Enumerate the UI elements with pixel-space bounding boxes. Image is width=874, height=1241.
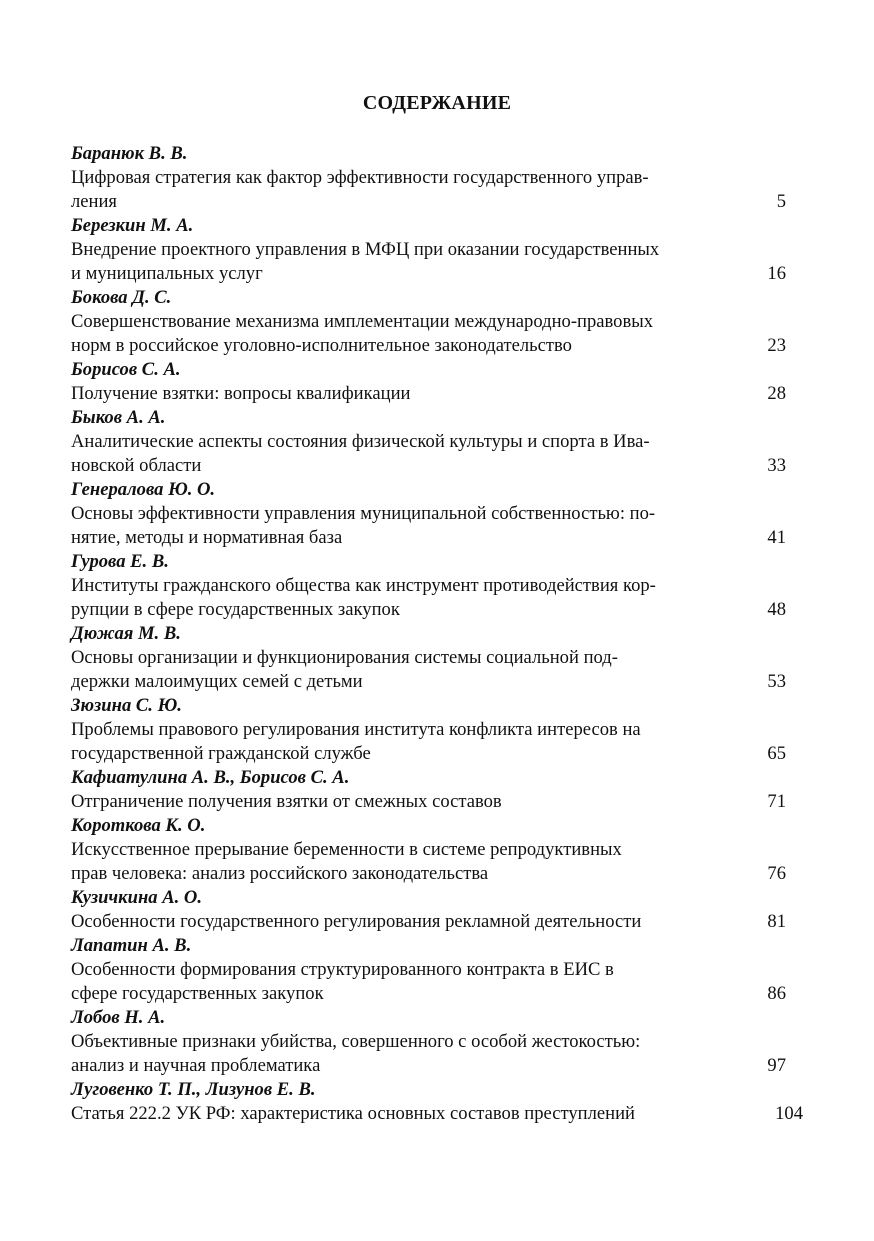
- toc-entry: [71, 358, 801, 406]
- toc-entry-author: Кафиатулина А. В., Борисов С. А.: [71, 767, 350, 788]
- toc-entry-author: Гурова Е. В.: [71, 551, 169, 572]
- toc-entry-page-number: 41: [767, 527, 786, 548]
- toc-entry-author: Березкин М. А.: [71, 215, 194, 236]
- toc-entry-title-line: прав человека: анализ российского законодательства: [71, 863, 489, 884]
- toc-entry-title-line: Институты гражданского общества как инструмент противодействия кор-: [71, 575, 656, 596]
- toc-entry: [71, 550, 801, 622]
- toc-entry-title: [71, 310, 726, 358]
- toc-entry-title-line: Основы эффективности управления муниципальной собственностью: по-: [71, 503, 656, 524]
- toc-entry-row: [71, 958, 801, 1006]
- toc-entry-author: Дюжая М. В.: [71, 623, 181, 644]
- toc-entry-title: [71, 502, 726, 550]
- toc-entry-row: [71, 574, 801, 622]
- toc-entry-page-number: 104: [775, 1103, 803, 1124]
- toc-entry-page-number: 23: [767, 335, 786, 356]
- toc-entry-author: Короткова К. О.: [71, 815, 206, 836]
- toc-entry-title: [71, 166, 726, 214]
- toc-entry-row: [71, 838, 801, 886]
- toc-entry-title-line: сфере государственных закупок: [71, 983, 324, 1004]
- toc-entry-row: [71, 1102, 801, 1126]
- toc-entry-row: [71, 430, 801, 478]
- toc-entry-page-number: 48: [767, 599, 786, 620]
- toc-entry-title-line: Объективные признаки убийства, совершенного с особой жестокостью:: [71, 1031, 641, 1052]
- toc-entry-title: [71, 382, 726, 406]
- toc-entry: [71, 1006, 801, 1078]
- toc-entry-title-line: нятие, методы и нормативная база: [71, 527, 343, 548]
- page-title: СОДЕРЖАНИЕ: [362, 92, 512, 114]
- toc-entry-page-number: 28: [767, 383, 786, 404]
- toc-entry-row: [71, 310, 801, 358]
- toc-entry-title-line: ления: [71, 191, 117, 212]
- toc-entry-page-number: 16: [767, 263, 786, 284]
- toc-entry: [71, 814, 801, 886]
- toc-entry-title-line: рупции в сфере государственных закупок: [71, 599, 400, 620]
- toc-entry: [71, 406, 801, 478]
- toc-entry-title: [71, 790, 726, 814]
- toc-entry-author: Борисов С. А.: [71, 359, 181, 380]
- toc-entry-title: [71, 430, 726, 478]
- toc-entry-row: [71, 166, 801, 214]
- toc-entry-title-line: Получение взятки: вопросы квалификации: [71, 383, 411, 404]
- toc-entry-title-line: Цифровая стратегия как фактор эффективности государственного управ-: [71, 167, 649, 188]
- toc-entry-title-line: Совершенствование механизма имплементации международно-правовых: [71, 311, 654, 332]
- toc-entry-title-line: Особенности государственного регулирования рекламной деятельности: [71, 911, 642, 932]
- toc-entry-row: [71, 646, 801, 694]
- toc-entry-page-number: 5: [776, 191, 786, 212]
- toc-entry: [71, 142, 801, 214]
- toc-entry-title: [71, 838, 726, 886]
- toc-entry-title-line: Аналитические аспекты состояния физической культуры и спорта в Ива-: [71, 431, 650, 452]
- toc-entry-title-line: держки малоимущих семей с детьми: [71, 671, 363, 692]
- toc-entry-author: Лобов Н. А.: [71, 1007, 166, 1028]
- toc-entry-title: [71, 1102, 726, 1126]
- toc-entry-author: Генералова Ю. О.: [71, 479, 216, 500]
- toc-entry-title-line: Статья 222.2 УК РФ: характеристика основных составов преступлений: [71, 1103, 635, 1124]
- toc-entry-title: [71, 958, 726, 1006]
- toc-entry-page-number: 81: [767, 911, 786, 932]
- toc-entry-author: Кузичкина А. О.: [71, 887, 202, 908]
- toc-entry-title-line: Искусственное прерывание беременности в системе репродуктивных: [71, 839, 622, 860]
- toc-entry-author: Бокова Д. С.: [71, 287, 172, 308]
- toc-entry-title-line: государственной гражданской службе: [71, 743, 371, 764]
- toc-entry-title-line: новской области: [71, 455, 202, 476]
- toc-entry-page-number: 53: [767, 671, 786, 692]
- toc-entry-author: Луговенко Т. П., Лизунов Е. В.: [71, 1079, 316, 1100]
- toc-entry-row: [71, 718, 801, 766]
- toc-entry-page-number: 97: [767, 1055, 786, 1076]
- toc-entry-author: Зюзина С. Ю.: [71, 695, 182, 716]
- toc-entry-title: [71, 1030, 726, 1078]
- toc-entry-title-line: и муниципальных услуг: [71, 263, 263, 284]
- toc-entry-author: Баранюк В. В.: [71, 143, 188, 164]
- toc-entry-page-number: 71: [767, 791, 786, 812]
- toc-entry: [71, 886, 801, 934]
- toc-entry-title: [71, 574, 726, 622]
- toc-entry: [71, 214, 801, 286]
- toc-entry-row: [71, 502, 801, 550]
- toc-entry-title: [71, 910, 726, 934]
- toc-entry-title: [71, 238, 726, 286]
- toc-entry: [71, 934, 801, 1006]
- toc-entry-title-line: Проблемы правового регулирования института конфликта интересов на: [71, 719, 641, 740]
- toc-entry: [71, 694, 801, 766]
- toc-entry-title-line: Отграничение получения взятки от смежных составов: [71, 791, 502, 812]
- toc-entry-row: [71, 1030, 801, 1078]
- toc-entry-title-line: анализ и научная проблематика: [71, 1055, 321, 1076]
- toc-entry: [71, 286, 801, 358]
- toc-entry-row: [71, 238, 801, 286]
- table-of-contents: [71, 142, 801, 1126]
- toc-entry-page-number: 65: [767, 743, 786, 764]
- toc-entry: [71, 1078, 801, 1126]
- toc-entry-author: Быков А. А.: [71, 407, 166, 428]
- toc-entry-title: [71, 646, 726, 694]
- toc-entry-title-line: Особенности формирования структурированного контракта в ЕИС в: [71, 959, 614, 980]
- toc-entry: [71, 622, 801, 694]
- toc-entry-title: [71, 718, 726, 766]
- toc-entry-title-line: Основы организации и функционирования системы социальной под-: [71, 647, 618, 668]
- toc-entry-row: [71, 382, 801, 406]
- toc-entry-page-number: 33: [767, 455, 786, 476]
- toc-entry: [71, 478, 801, 550]
- toc-entry-title-line: Внедрение проектного управления в МФЦ при оказании государственных: [71, 239, 660, 260]
- toc-entry: [71, 766, 801, 814]
- toc-entry-row: [71, 910, 801, 934]
- toc-entry-row: [71, 790, 801, 814]
- toc-entry-page-number: 76: [767, 863, 786, 884]
- toc-entry-title-line: норм в российское уголовно-исполнительное законодательство: [71, 335, 572, 356]
- toc-entry-page-number: 86: [767, 983, 786, 1004]
- toc-entry-author: Лапатин А. В.: [71, 935, 192, 956]
